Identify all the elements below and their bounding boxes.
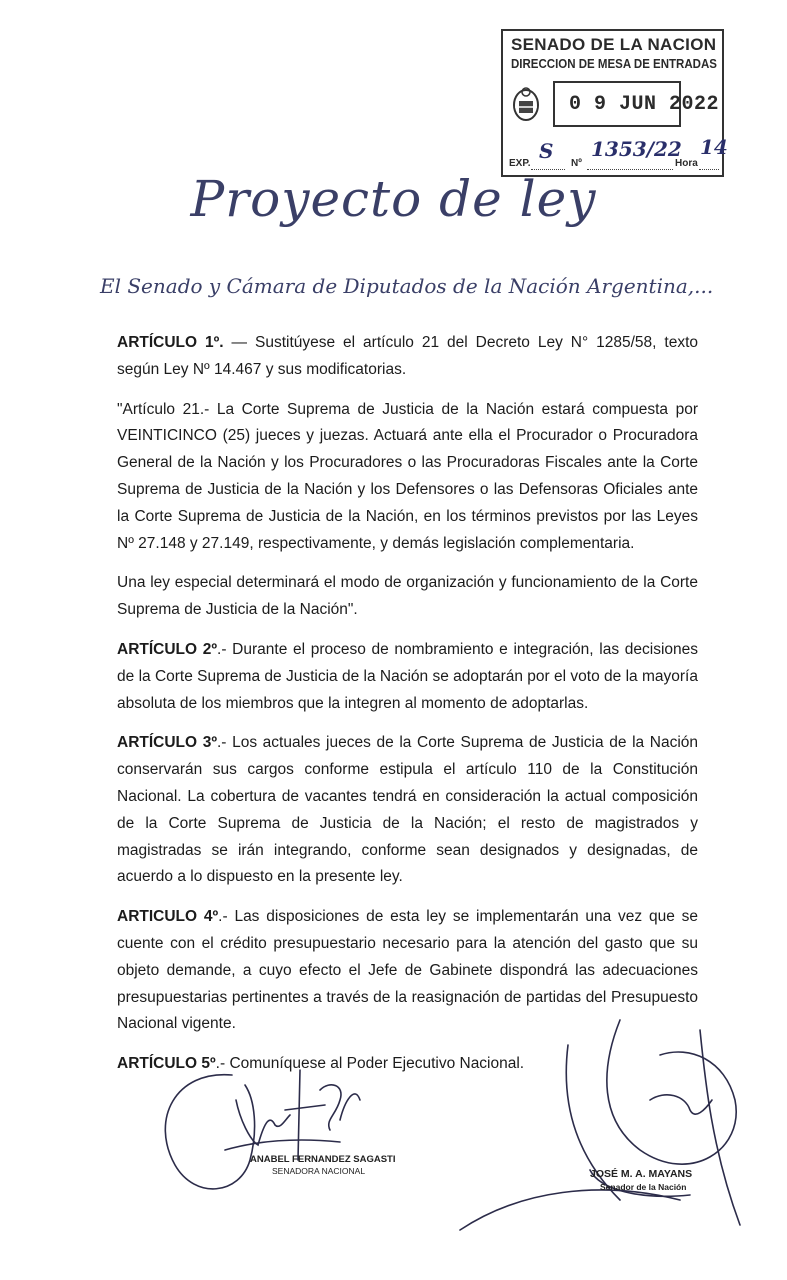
hour-label: Hora bbox=[675, 158, 698, 169]
article-text: .- Las disposiciones de esta ley se implementarán una vez que se cuente con el crédito presupuestario necesario para la atención del gasto que su objeto demande, a cuyo efecto el Jefe de Gabinete dispondrá las adecuaciones presupuestarias pertinentes a través de la reasignación de partidas del Presupuesto Nacional vigente. bbox=[117, 908, 698, 1033]
article-paragraph bbox=[117, 730, 698, 891]
article-label: ARTÍCULO 5º bbox=[117, 1055, 216, 1073]
number-label: Nº bbox=[571, 158, 582, 169]
signer-role-left: SENADORA NACIONAL bbox=[272, 1166, 366, 1176]
article-label: ARTICULO 4º bbox=[117, 908, 219, 926]
article-text: .- Comuníquese al Poder Ejecutivo Nacional. bbox=[215, 1055, 525, 1073]
article-paragraph bbox=[117, 570, 698, 624]
article-label: ARTÍCULO 1º. bbox=[117, 334, 224, 351]
stamp-subtitle: DIRECCION DE MESA DE ENTRADAS bbox=[511, 57, 717, 71]
document-body bbox=[117, 330, 698, 1091]
article-text: — Sustitúyese el artículo 21 del Decreto Ley N° 1285/58, texto según Ley Nº 14.467 y sus modificatorias. bbox=[117, 334, 698, 378]
article-paragraph bbox=[117, 637, 698, 717]
document-title: Proyecto de ley bbox=[190, 170, 597, 228]
article-paragraph bbox=[117, 1051, 698, 1078]
document-preamble: El Senado y Cámara de Diputados de la Nación Argentina,... bbox=[100, 274, 714, 298]
article-paragraph bbox=[117, 330, 698, 384]
exp-value: S bbox=[539, 139, 554, 163]
signer-name-right: JOSÉ M. A. MAYANS bbox=[590, 1168, 693, 1180]
article-text: .- Los actuales jueces de la Corte Suprema de Justicia de la Nación conservarán sus cargos conforme estipula el artículo 110 de la Constitución Nacional. La cobertura de vacantes tendrá en consideración la actual composición de la Corte Suprema de Justicia de la Nación; el resto de magistrados y magistradas se irán integrando, conforme sean designados y designadas, de acuerdo a lo dispuesto en la presente ley. bbox=[117, 734, 698, 886]
stamp-title: SENADO DE LA NACION bbox=[511, 35, 717, 54]
stamp-date: 0 9 JUN 2022 bbox=[569, 93, 720, 116]
stamp-date-box bbox=[553, 81, 720, 127]
stamp-file-row bbox=[507, 135, 728, 173]
signer-name-left: ANABEL FERNANDEZ SAGASTI bbox=[250, 1154, 396, 1165]
signer-role-right: Senador de la Nación bbox=[600, 1182, 687, 1192]
article-label: ARTÍCULO 3º bbox=[117, 734, 217, 752]
number-value: 1353/22 bbox=[591, 137, 682, 161]
article-label: ARTÍCULO 2º bbox=[117, 640, 218, 658]
article-text: .- Durante el proceso de nombramiento e integración, las decisiones de la Corte Suprema de Justicia de la Nación se adoptarán por el voto de la mayoría absoluta de los miembros que la integren al momento de adoptarlas. bbox=[117, 640, 698, 712]
hour-value: 14 bbox=[700, 135, 728, 159]
article-text: "Artículo 21.- La Corte Suprema de Justicia de la Nación estará compuesta por VEINTICINCO (25) jueces y juezas. Actuará ante ella el Procurador o Procuradora General de la Nación y los Procuradores o las Procuradoras Fiscales ante la Corte Suprema de Justicia de la Nación y los Defensores o las Defensoras Oficiales ante la Corte Suprema de Justicia de la Nación, en los términos previstos por las Leyes Nº 27.148 y 27.149, respectivamente, y demás legislación complementaria. bbox=[117, 400, 698, 552]
article-paragraph bbox=[117, 904, 698, 1038]
exp-label: EXP. bbox=[509, 158, 531, 169]
national-seal-icon bbox=[511, 85, 541, 123]
article-text: Una ley especial determinará el modo de organización y funcionamiento de la Corte Suprema de Justicia de la Nación". bbox=[117, 574, 698, 619]
article-paragraph bbox=[117, 397, 698, 558]
reception-stamp bbox=[501, 29, 728, 177]
